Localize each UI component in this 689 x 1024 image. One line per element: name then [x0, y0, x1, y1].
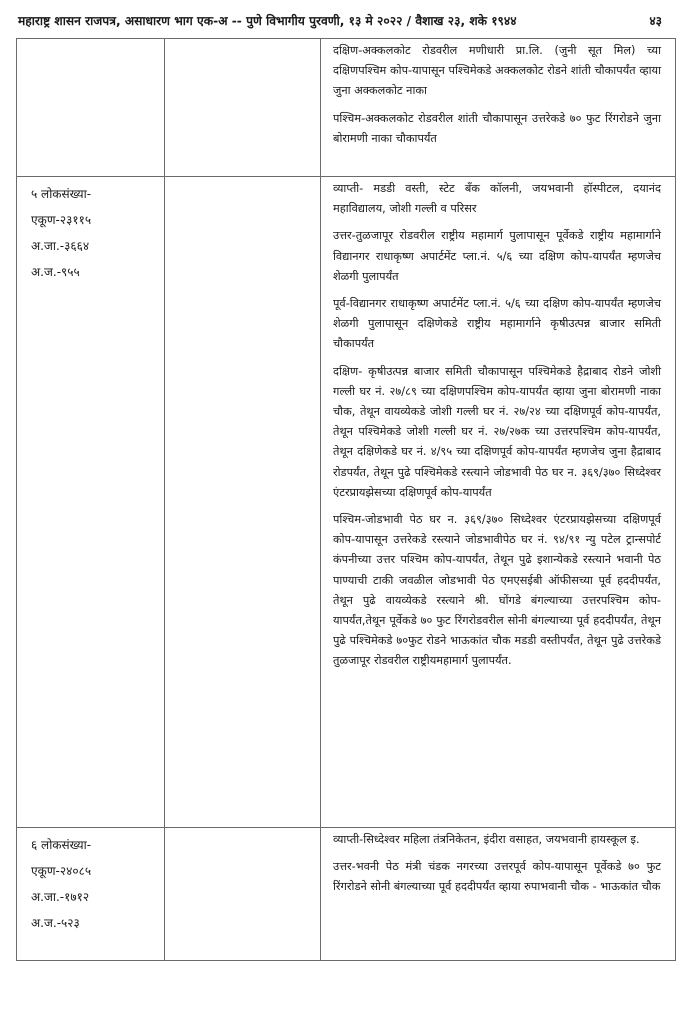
boundary-paragraph: दक्षिण-अक्कलकोट रोडवरील मणीधारी प्रा.लि. (जुनी सूत मिल) च्या दक्षिणपश्चिम कोप-यापासून पश्चिमेकडे अक्कलकोट रोडने शांती चौकापर्यंत व्हाया जुना अक्कलकोट नाका — [333, 44, 661, 98]
ward-population-label: ६ लोकसंख्या- — [31, 838, 92, 852]
boundary-paragraph: पश्चिम-अक्कलकोट रोडवरील शांती चौकापासून उत्तरेकडे ७० फुट रिंगरोडने जुना बोरामणी नाका चौकापर्यंत — [333, 111, 661, 145]
ward-info-cell — [17, 39, 165, 177]
west-boundary-paragraph: पश्चिम-जोडभावी पेठ घर न. ३६९/३७० सिध्देश्वर एंटरप्रायझेसच्या दक्षिणपूर्व कोप-यापासून उत्तरेकडे रस्त्याने जोडभावीपेठ घर नं. ९४/९१ न्यु पटेल ट्रान्सपोर्ट कंपनीच्या उत्तर पश्चिम कोप-यापर्यंत, तेथून पुढे इशान्येकडे रस्त्याने भवानी पेठ पाण्याची टाकी जवळील जोडभावी पेठ एमएसईबी ऑफीसच्या पूर्व हददीपर्यंत, तेथून पुढे वायव्येकडे रस्त्याने श्री. घोंगडे बंगल्याच्या उत्तरपश्चिम कोप-यापर्यंत,तेथून पूर्वेकडे ७० फुट रिंगरोडवरील सोनी बंगल्याच्या पूर्व हददीपर्यंत, तेथून पुढे पश्चिमेकडे ७०फुट रोडने भाऊकांत चौक मडडी वस्तीपर्यंत, तेथून पुढे उत्तरेकडे तुळजापूर रोडवरील राष्ट्रीयमहामार्ग पुलापर्यंत. — [333, 513, 661, 668]
blank-cell — [165, 828, 321, 961]
boundary-description-cell — [321, 39, 676, 177]
total-population: एकूण-२४०८५ — [31, 864, 92, 878]
page-number: ४३ — [649, 14, 662, 28]
table-row — [17, 828, 676, 961]
sc-population: अ.जा.-१७१२ — [31, 890, 90, 904]
ward-boundary-table — [16, 38, 676, 961]
ward-info-cell — [17, 177, 165, 828]
ward-info-cell — [17, 828, 165, 961]
north-boundary-paragraph: उत्तर-तुळजापूर रोडवरील राष्ट्रीय महामार्ग पुलापासून पूर्वेकडे राष्ट्रीय महामार्गाने विद्यानगर राधाकृष्ण अपार्टमेंट प्ला.नं. ५/६ च्या दक्षिण कोप-यापर्यंत म्हणजेच शेळगी पुलापर्यंत — [333, 229, 661, 283]
page-header — [14, 8, 676, 30]
sc-population: अ.जा.-३६६४ — [31, 239, 90, 253]
coverage-paragraph: व्याप्ती- मडडी वस्ती, स्टेट बँक कॉलनी, जयभवानी हॉस्पीटल, दयानंद महाविद्यालय, जोशी गल्ली व परिसर — [333, 182, 661, 216]
south-boundary-paragraph: दक्षिण- कृषीउत्पन्न बाजार समिती चौकापासून पश्चिमेकडे हैद्राबाद रोडने जोशी गल्ली घर नं. २७/८९ च्या दक्षिणपश्चिम कोप-यापर्यंत व्हाया जुना बोरामणी नाका चौक, तेथून वायव्येकडे जोशी गल्ली घर नं. २७/२४ च्या दक्षिणपूर्व कोप-यापर्यंत, तेथून पश्चिमेकडे जोशी गल्ली घर नं. २७/२७क च्या उत्तरपश्चिम कोप-यापर्यंत, तेथून दक्षिणेकडे घर नं. ४/९५ च्या दक्षिणपूर्व कोप-यापर्यंत म्हणजेच जुना हैद्राबाद रोडपर्यंत, तेथून पुढे पश्चिमेकडे रस्त्याने जोडभावी पेठ घर न. ३६९/३७० सिध्देश्वर एंटरप्रायझेसच्या दक्षिणपूर्व कोप-यापर्यंत — [333, 364, 661, 499]
table-row — [17, 39, 676, 177]
st-population: अ.ज.-५२३ — [31, 916, 80, 930]
east-boundary-paragraph: पूर्व-विद्यानगर राधाकृष्ण अपार्टमेंट प्ला.नं. ५/६ च्या दक्षिण कोप-यापर्यंत म्हणजेच शेळगी पुलापासून दक्षिणेकडे राष्ट्रीय महामार्गाने कृषीउत्पन्न बाजार समिती चौकापर्यंत — [333, 297, 661, 351]
table-row — [17, 177, 676, 828]
blank-cell — [165, 177, 321, 828]
gazette-title: महाराष्ट्र शासन राजपत्र, असाधारण भाग एक-अ -- पुणे विभागीय पुरवणी, १३ मे २०२२ / वैशाख २३, शके १९४४ — [18, 14, 517, 28]
blank-cell — [165, 39, 321, 177]
north-boundary-paragraph: उत्तर-भवनी पेठ मंत्री चंडक नगरच्या उत्तरपूर्व कोप-यापासून पूर्वेकडे ७० फुट रिंगरोडने सोनी बंगल्याच्या पूर्व हददीपर्यंत व्हाया रुपाभवानी चौक - भाऊकांत चौक — [333, 860, 661, 894]
ward-population-label: ५ लोकसंख्या- — [31, 187, 92, 201]
st-population: अ.ज.-९५५ — [31, 265, 80, 279]
boundary-description-cell — [321, 828, 676, 961]
total-population: एकूण-२३११५ — [31, 213, 92, 227]
coverage-paragraph: व्याप्ती-सिध्देश्वर महिला तंत्रनिकेतन, इंदीरा वसाहत, जयभवानी हायस्कूल इ. — [333, 833, 640, 846]
boundary-description-cell — [321, 177, 676, 828]
